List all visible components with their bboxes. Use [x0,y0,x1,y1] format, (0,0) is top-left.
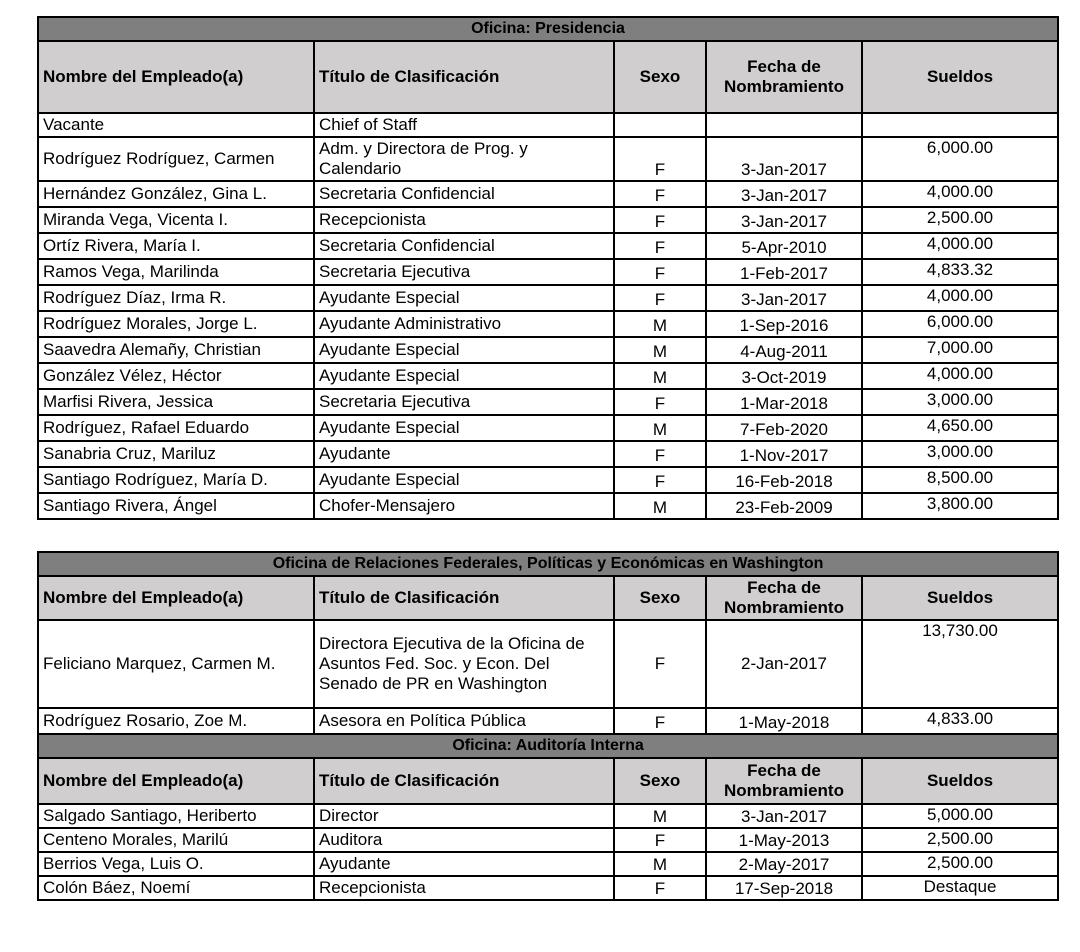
cell-sex: F [614,181,706,207]
col-sex-header: Sexo [614,41,706,113]
cell-sex: M [614,852,706,876]
cell-title: Ayudante [314,852,614,876]
cell-sex [614,113,706,137]
cell-salary: 4,000.00 [862,363,1058,389]
cell-date: 3-Jan-2017 [706,285,862,311]
col-name-header: Nombre del Empleado(a) [38,41,314,113]
cell-title: Ayudante [314,441,614,467]
cell-title: Ayudante Especial [314,415,614,441]
cell-salary: 3,000.00 [862,389,1058,415]
cell-sex: F [614,876,706,900]
cell-name: Hernández González, Gina L. [38,181,314,207]
cell-title: Ayudante Especial [314,285,614,311]
cell-sex: M [614,363,706,389]
cell-sex: F [614,389,706,415]
cell-date [706,113,862,137]
office-title-row [38,734,1058,758]
cell-salary: 4,000.00 [862,181,1058,207]
cell-title: Chofer-Mensajero [314,493,614,519]
cell-date: 1-May-2018 [706,708,862,734]
office-title-row [38,17,1058,41]
cell-title: Adm. y Directora de Prog. y Calendario [314,137,614,181]
col-name-header: Nombre del Empleado(a) [38,758,314,804]
cell-title: Recepcionista [314,207,614,233]
cell-date: 23-Feb-2009 [706,493,862,519]
cell-title: Ayudante Especial [314,337,614,363]
cell-title: Auditora [314,828,614,852]
col-date-header: Fecha de Nombramiento [706,576,862,620]
office-title-row [38,552,1058,576]
cell-salary [862,113,1058,137]
cell-sex: M [614,337,706,363]
header-row [38,576,1058,620]
cell-name: Berrios Vega, Luis O. [38,852,314,876]
cell-salary: 4,833.00 [862,708,1058,734]
cell-name: González Vélez, Héctor [38,363,314,389]
cell-salary: 3,000.00 [862,441,1058,467]
col-salary-header: Sueldos [862,41,1058,113]
cell-name: Marfisi Rivera, Jessica [38,389,314,415]
cell-salary: 5,000.00 [862,804,1058,828]
cell-salary: 4,000.00 [862,233,1058,259]
cell-date: 3-Jan-2017 [706,207,862,233]
cell-title: Recepcionista [314,876,614,900]
office-title: Oficina: Presidencia [38,17,1058,41]
header-row [38,41,1058,113]
cell-sex: F [614,285,706,311]
cell-date: 17-Sep-2018 [706,876,862,900]
cell-name: Vacante [38,113,314,137]
table-row [38,181,1058,207]
cell-salary: 6,000.00 [862,137,1058,181]
table-row [38,467,1058,493]
table-row [38,852,1058,876]
cell-title: Secretaria Confidencial [314,233,614,259]
col-date-header: Fecha de Nombramiento [706,758,862,804]
cell-salary: 4,650.00 [862,415,1058,441]
cell-date: 7-Feb-2020 [706,415,862,441]
cell-date: 2-May-2017 [706,852,862,876]
cell-sex: F [614,259,706,285]
cell-date: 3-Jan-2017 [706,181,862,207]
office-title: Oficina de Relaciones Federales, Políticas y Económicas en Washington [38,552,1058,576]
presidencia-table [37,16,1059,520]
cell-title: Directora Ejecutiva de la Oficina de Asuntos Fed. Soc. y Econ. Del Senado de PR en Washington [314,620,614,708]
cell-name: Miranda Vega, Vicenta I. [38,207,314,233]
cell-date: 1-Feb-2017 [706,259,862,285]
table-row [38,441,1058,467]
cell-salary: 13,730.00 [862,620,1058,708]
cell-date: 3-Jan-2017 [706,137,862,181]
cell-salary: 8,500.00 [862,467,1058,493]
cell-date: 2-Jan-2017 [706,620,862,708]
cell-name: Ortíz Rivera, María I. [38,233,314,259]
table-row [38,337,1058,363]
cell-sex: M [614,415,706,441]
cell-date: 5-Apr-2010 [706,233,862,259]
table-row [38,620,1058,708]
col-date-header: Fecha de Nombramiento [706,41,862,113]
cell-salary: 4,000.00 [862,285,1058,311]
cell-name: Ramos Vega, Marilinda [38,259,314,285]
table-row [38,285,1058,311]
cell-title: Asesora en Política Pública [314,708,614,734]
cell-name: Rodríguez Morales, Jorge L. [38,311,314,337]
cell-salary: 2,500.00 [862,207,1058,233]
cell-title: Secretaria Ejecutiva [314,259,614,285]
cell-date: 1-May-2013 [706,828,862,852]
cell-title: Secretaria Ejecutiva [314,389,614,415]
table-row [38,207,1058,233]
col-salary-header: Sueldos [862,576,1058,620]
cell-title: Secretaria Confidencial [314,181,614,207]
cell-name: Colón Báez, Noemí [38,876,314,900]
table-row [38,493,1058,519]
cell-sex: F [614,137,706,181]
cell-name: Santiago Rivera, Ángel [38,493,314,519]
table-row [38,233,1058,259]
table-row [38,389,1058,415]
cell-sex: F [614,207,706,233]
cell-sex: M [614,804,706,828]
cell-title: Ayudante Especial [314,467,614,493]
cell-sex: F [614,828,706,852]
cell-sex: M [614,311,706,337]
cell-salary: 2,500.00 [862,852,1058,876]
cell-name: Rodríguez, Rafael Eduardo [38,415,314,441]
table-row [38,259,1058,285]
table-row [38,415,1058,441]
cell-name: Sanabria Cruz, Mariluz [38,441,314,467]
table-row [38,311,1058,337]
cell-title: Ayudante Especial [314,363,614,389]
cell-title: Director [314,804,614,828]
cell-date: 16-Feb-2018 [706,467,862,493]
cell-sex: F [614,620,706,708]
cell-sex: F [614,467,706,493]
col-title-header: Título de Clasificación [314,41,614,113]
washington-auditoria-table [37,551,1059,901]
cell-name: Centeno Morales, Marilú [38,828,314,852]
header-row [38,758,1058,804]
cell-name: Rodríguez Rodríguez, Carmen [38,137,314,181]
cell-date: 4-Aug-2011 [706,337,862,363]
table-row [38,137,1058,181]
office-title: Oficina: Auditoría Interna [38,734,1058,758]
col-name-header: Nombre del Empleado(a) [38,576,314,620]
cell-title: Ayudante Administrativo [314,311,614,337]
cell-salary: Destaque [862,876,1058,900]
table-row [38,708,1058,734]
cell-salary: 4,833.32 [862,259,1058,285]
cell-title: Chief of Staff [314,113,614,137]
cell-name: Feliciano Marquez, Carmen M. [38,620,314,708]
cell-sex: F [614,441,706,467]
col-sex-header: Sexo [614,576,706,620]
col-title-header: Título de Clasificación [314,758,614,804]
cell-salary: 2,500.00 [862,828,1058,852]
table-row [38,804,1058,828]
cell-name: Saavedra Alemañy, Christian [38,337,314,363]
cell-sex: F [614,233,706,259]
table-row [38,113,1058,137]
cell-salary: 6,000.00 [862,311,1058,337]
cell-date: 3-Oct-2019 [706,363,862,389]
cell-name: Salgado Santiago, Heriberto [38,804,314,828]
col-title-header: Título de Clasificación [314,576,614,620]
cell-salary: 3,800.00 [862,493,1058,519]
cell-name: Santiago Rodríguez, María D. [38,467,314,493]
col-salary-header: Sueldos [862,758,1058,804]
cell-name: Rodríguez Díaz, Irma R. [38,285,314,311]
cell-date: 1-Mar-2018 [706,389,862,415]
cell-salary: 7,000.00 [862,337,1058,363]
col-sex-header: Sexo [614,758,706,804]
cell-date: 3-Jan-2017 [706,804,862,828]
cell-date: 1-Sep-2016 [706,311,862,337]
cell-sex: F [614,708,706,734]
table-row [38,828,1058,852]
table-row [38,876,1058,900]
cell-sex: M [614,493,706,519]
table-row [38,363,1058,389]
cell-name: Rodríguez Rosario, Zoe M. [38,708,314,734]
cell-date: 1-Nov-2017 [706,441,862,467]
